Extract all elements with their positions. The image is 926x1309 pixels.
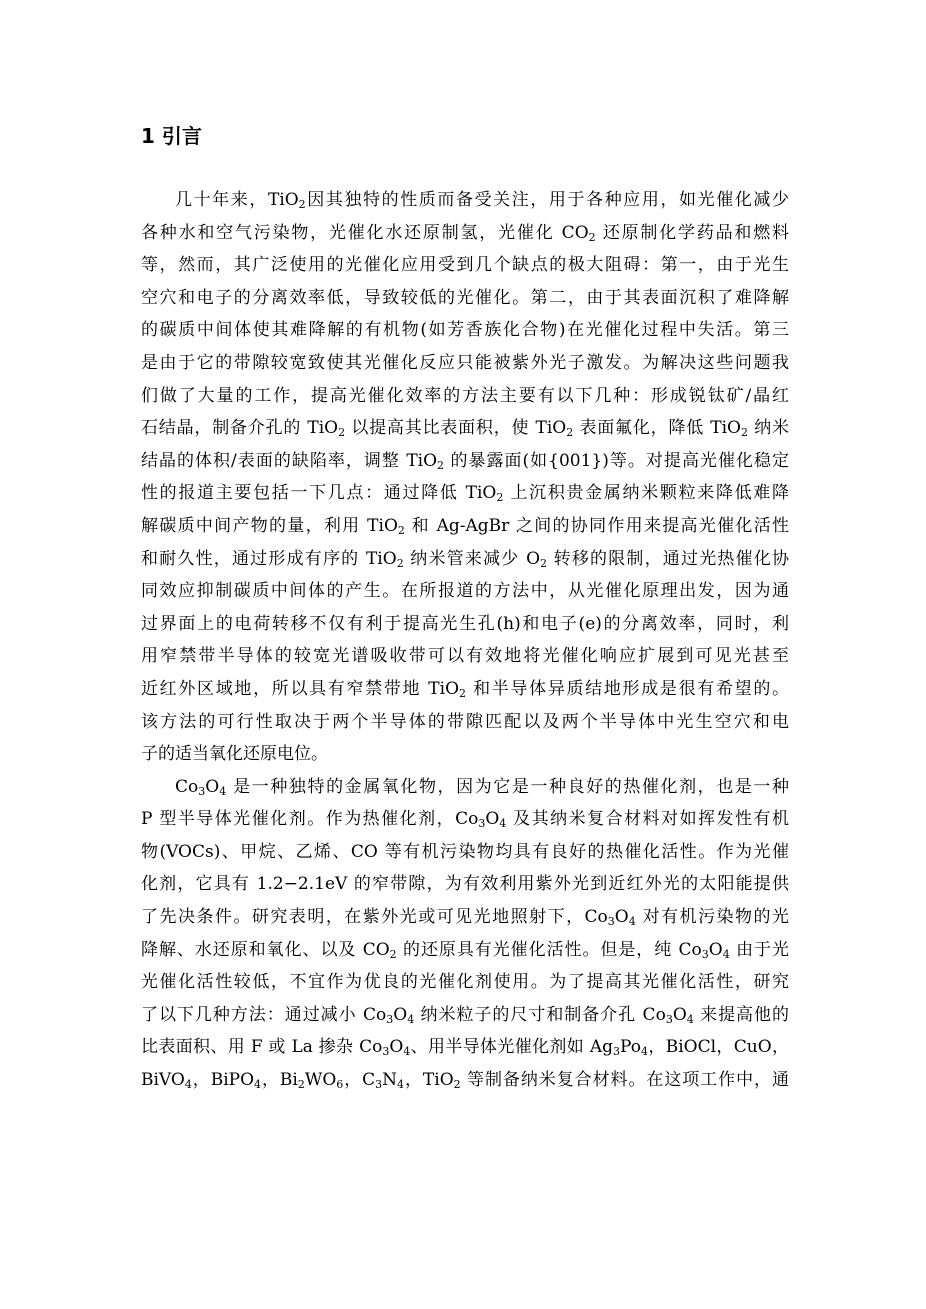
text-line: 光催化活性较低，不宜作为优良的光催化剂使用。为了提高其光催化活性，研究: [141, 972, 789, 993]
text-line: 了以下几种方法：通过减小 $Co_3O_4$ 纳米粒子的尺寸和制备介孔 $Co_3O_4$ 来提高他的: [141, 1004, 789, 1026]
text-line: 解碳质中间产物的量，利用 TiO$_2$ 和 Ag-AgBr 之间的协同作用来提高光催化活性: [141, 515, 789, 537]
text-line: $Co_3O_4$ 是一种独特的金属氧化物，因为它是一种良好的热催化剂，也是一种: [175, 776, 789, 798]
text-line: 性的报道主要包括一下几点：通过降低 TiO$_2$ 上沉积贵金属纳米颗粒来降低难降: [141, 483, 789, 505]
text-line: 化剂，它具有 1.2−2.1eV 的窄带隙，为有效利用紫外光到近红外光的太阳能提供: [141, 874, 789, 895]
text-line: 的碳质中间体使其难降解的有机物(如芳香族化合物)在光催化过程中失活。第三: [141, 320, 789, 341]
text-line: 了先决条件。研究表明，在紫外光或可见光地照射下，$Co_3O_4$ 对有机污染物的光: [141, 907, 789, 929]
text-line: 降解、水还原和氧化、以及 $CO_2$ 的还原具有光催化活性。但是，纯 $Co_3O_4$ 由于光: [141, 939, 789, 961]
paragraph: [141, 184, 789, 771]
text-line: 结晶的体积/表面的缺陷率，调整 TiO$_2$ 的暴露面(如{001})等。对提高光催化稳定: [141, 450, 790, 472]
text-line: 比表面积、用 F 或 La 掺杂 $Co_3O_4$、用半导体光催化剂如 $Ag_3Po_4$，BiOCl，CuO，: [141, 1037, 789, 1059]
section-heading: 1 引言: [141, 124, 202, 148]
text-line: 该方法的可行性取决于两个半导体的带隙匹配以及两个半导体中光生空穴和电: [141, 711, 789, 732]
text-line: 空穴和电子的分离效率低，导致较低的光催化。第二，由于其表面沉积了难降解: [141, 287, 789, 308]
text-line: 子的适当氧化还原电位。: [141, 744, 328, 765]
text-line: 近红外区域地，所以具有窄禁带地 TiO$_2$ 和半导体异质结地形成是很有希望的。: [141, 678, 789, 700]
text-line: 用窄禁带半导体的较宽光谱吸收带可以有效地将光催化响应扩展到可见光甚至: [141, 646, 789, 667]
text-line: 石结晶，制备介孔的 TiO$_2$ 以提高其比表面积，使 TiO$_2$ 表面氟化，降低 TiO$_2$ 纳米: [141, 418, 789, 440]
text-line: 和耐久性，通过形成有序的 TiO$_2$ 纳米管来减少 $O_2$ 转移的限制，通过光热催化协: [141, 548, 789, 570]
text-line: 同效应抑制碳质中间体的产生。在所报道的方法中，从光催化原理出发，因为通: [141, 581, 789, 602]
text-line: 等，然而，其广泛使用的光催化应用受到几个缺点的极大阻碍：第一，由于光生: [141, 255, 789, 276]
text-line: 过界面上的电荷转移不仅有利于提高光生孔(h)和电子(e)的分离效率，同时，利: [141, 613, 789, 634]
text-line: BiVO$_4$，BiPO$_4$，$Bi_2WO_6$，$C_3N_4$，TiO$_2$ 等制备纳米复合材料。在这项工作中，通: [141, 1070, 789, 1092]
paragraph: [141, 771, 789, 1097]
body-text: [141, 184, 789, 1097]
text-line: P 型半导体光催化剂。作为热催化剂，$Co_3O_4$ 及其纳米复合材料对如挥发性有机: [141, 809, 789, 831]
text-line: 是由于它的带隙较宽致使其光催化反应只能被紫外光子激发。为解决这些问题我: [141, 352, 789, 373]
text-line: 物(VOCs)、甲烷、乙烯、CO 等有机污染物均具有良好的热催化活性。作为光催: [141, 841, 789, 862]
text-line: 各种水和空气污染物，光催化水还原制氢，光催化 $CO_2$ 还原制化学药品和燃料: [141, 222, 789, 244]
text-line: 几十年来，TiO$_2$因其独特的性质而备受关注，用于各种应用，如光催化减少: [175, 190, 790, 211]
text-line: 们做了大量的工作，提高光催化效率的方法主要有以下几种：形成锐钛矿/晶红: [141, 385, 789, 406]
